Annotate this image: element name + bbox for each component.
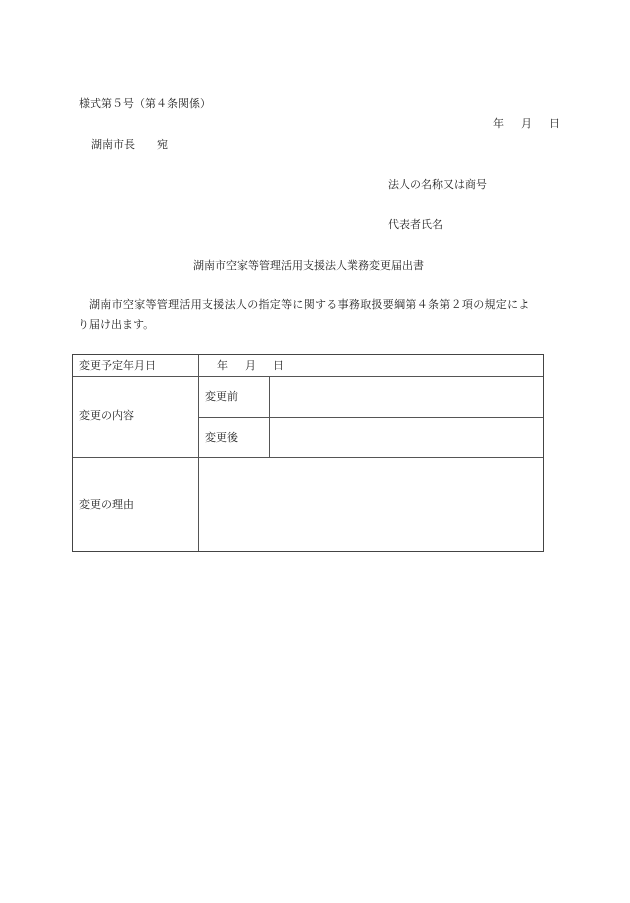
body-line-1: 湖南市空家等管理活用支援法人の指定等に関する事務取扱要綱第４条第２項の規定によ [89, 298, 530, 311]
change-reason-field[interactable] [199, 458, 543, 551]
change-reason-label: 変更の理由 [79, 498, 134, 511]
before-label: 変更前 [205, 390, 238, 403]
date-line: 年 月 日 [493, 117, 563, 130]
change-table [72, 354, 544, 552]
corp-name-label: 法人の名称又は商号 [388, 178, 487, 191]
after-label: 変更後 [205, 431, 238, 444]
change-content-label: 変更の内容 [79, 409, 134, 422]
scheduled-date-label: 変更予定年月日 [79, 359, 156, 372]
representative-label: 代表者氏名 [388, 218, 443, 231]
before-field[interactable] [270, 377, 543, 417]
after-field[interactable] [270, 418, 543, 457]
document-title: 湖南市空家等管理活用支援法人業務変更届出書 [193, 259, 424, 272]
body-line-2: り届け出ます。 [78, 318, 155, 331]
addressee: 湖南市長 宛 [91, 138, 168, 151]
form-number: 様式第５号（第４条関係） [79, 97, 211, 110]
scheduled-date-value[interactable]: 年 月 日 [217, 359, 287, 372]
